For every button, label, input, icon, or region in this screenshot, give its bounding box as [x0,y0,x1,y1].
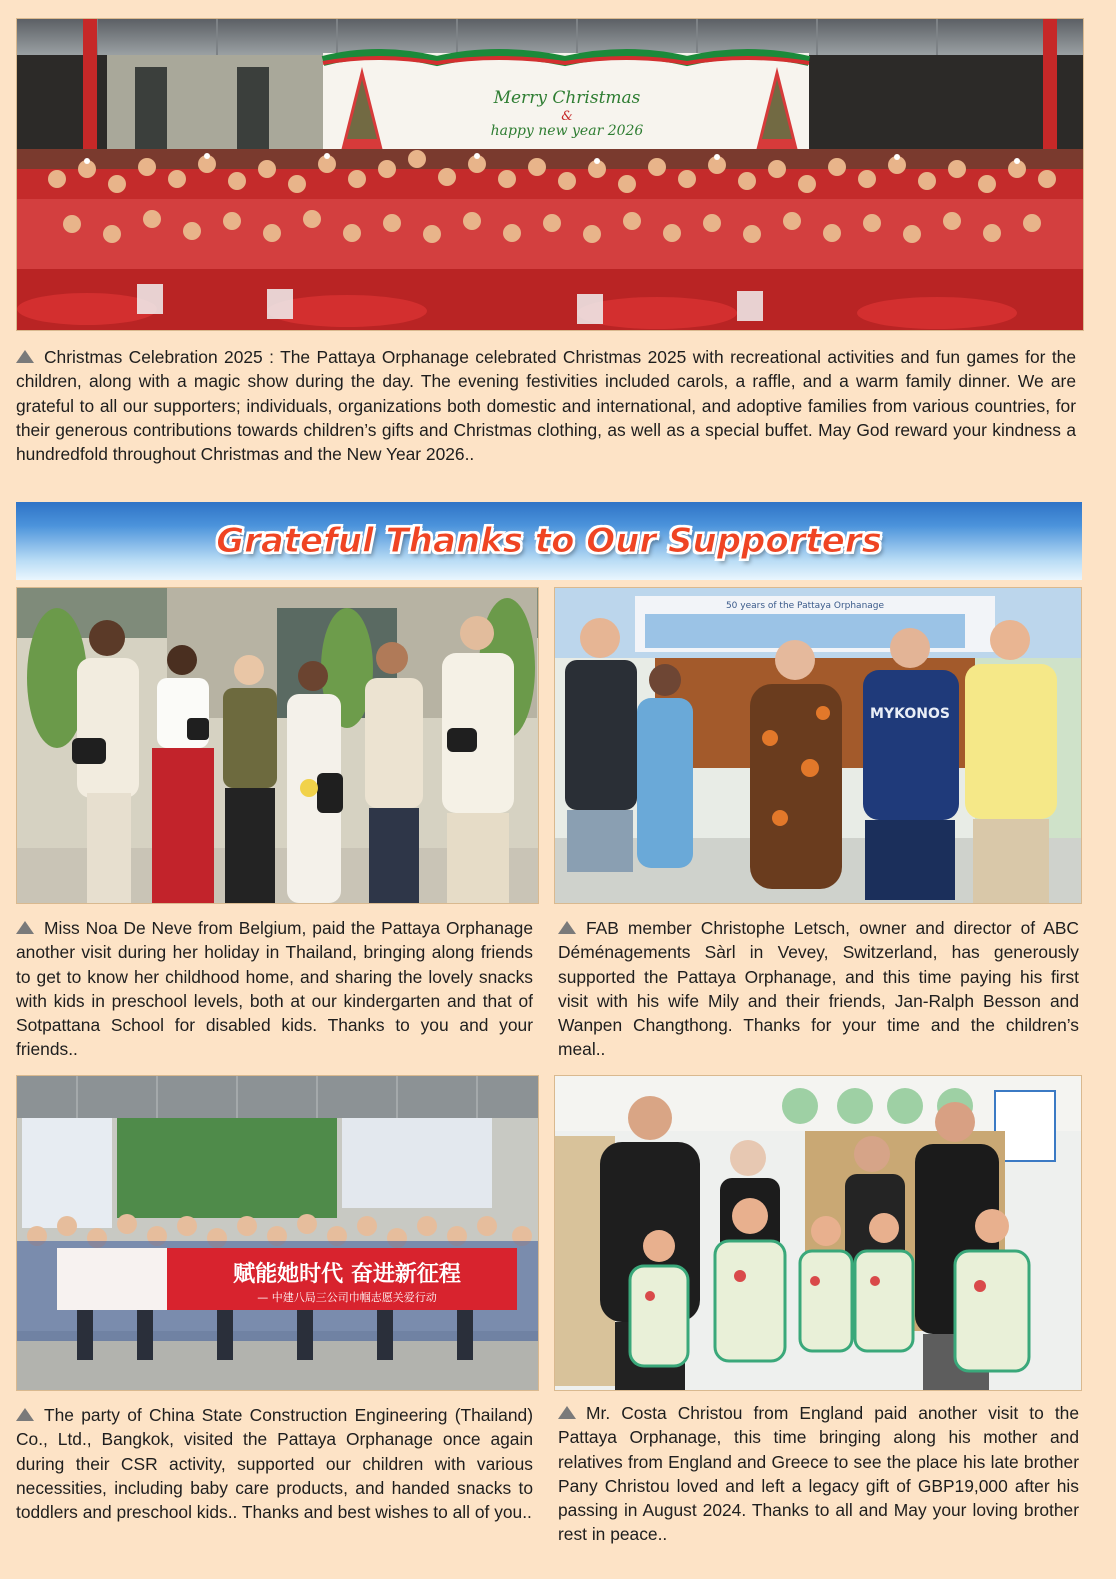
christmas-banner-line1: Merry Christmas [493,88,641,108]
noa-caption [16,916,533,1062]
christmas-group-photo [16,18,1084,331]
tshirt-print: MYKONOS [870,706,950,722]
christophe-caption [558,916,1079,1062]
costa-caption-text: Mr. Costa Christou from England paid another visit to the Pattaya Orphanage, this time bringing along his mother and relatives from England and Greece to see the place his late brother Pany Christou loved and left a legacy gift of GBP19,000 after his passing in August 2024. Thanks to all and May your loving brother rest in peace.. [558,1403,1079,1545]
triangle-icon [16,350,34,363]
christmas-banner-line2: & [561,109,573,124]
christmas-caption-text: Christmas Celebration 2025 : The Pattaya Orphanage celebrated Christmas 2025 with recreational activities and fun games for the children, along with a magic show during the day. The evening festivities included carols, a raffle, and a warm family dinner. We are grateful to all our supporters; individuals, organizations both domestic and international, and adoptive families from various countries, for their generous contributions towards children’s gifts and Christmas clothing, as well as a special buffet. May God reward your kindness a hundredfold throughout Christmas and the New Year 2026.. [16,347,1076,465]
triangle-icon [16,1408,34,1421]
triangle-icon [558,1406,576,1419]
china-state-caption [16,1403,533,1524]
christmas-caption [16,345,1076,466]
christophe-caption-text: FAB member Christophe Letsch, owner and director of ABC Déménagements Sàrl in Vevey, Switzerland, has generously supported the Pattaya Orphanage, and this time paying his first visit with his wife Mily and their friends, Jan-Ralph Besson and Wanpen Changthong. Thanks for your time and the children’s meal.. [558,918,1079,1060]
costa-group-photo [554,1075,1082,1391]
christmas-banner-line3: happy new year 2026 [490,123,644,139]
section-title: Grateful Thanks to Our Supporters [216,521,882,561]
china-state-caption-text: The party of China State Construction Engineering (Thailand) Co., Ltd., Bangkok, visited the Pattaya Orphanage once again during their CSR activity, supported our children with various necessities, including baby care products, and handed snacks to toddlers and preschool kids.. Thanks and best wishes to all of you.. [16,1405,533,1523]
costa-caption [558,1401,1079,1547]
section-banner [16,502,1082,580]
triangle-icon [558,921,576,934]
china-state-group-photo [16,1075,539,1391]
noa-caption-text: Miss Noa De Neve from Belgium, paid the Pattaya Orphanage another visit during her holiday in Thailand, bringing along friends to get to know her childhood home, and sharing the lovely snacks with kids in preschool levels, both at our kindergarten and that of Sotpattana School for disabled kids. Thanks to you and your friends.. [16,918,533,1060]
anniversary-banner-text: 50 years of the Pattaya Orphanage [725,601,885,611]
csr-banner-sub-text: — 中建八局三公司巾帼志愿关爱行动 [257,1291,437,1304]
christophe-group-photo [554,587,1082,904]
noa-group-photo [16,587,539,904]
csr-banner-main-text: 赋能她时代 奋进新征程 [233,1262,461,1287]
triangle-icon [16,921,34,934]
